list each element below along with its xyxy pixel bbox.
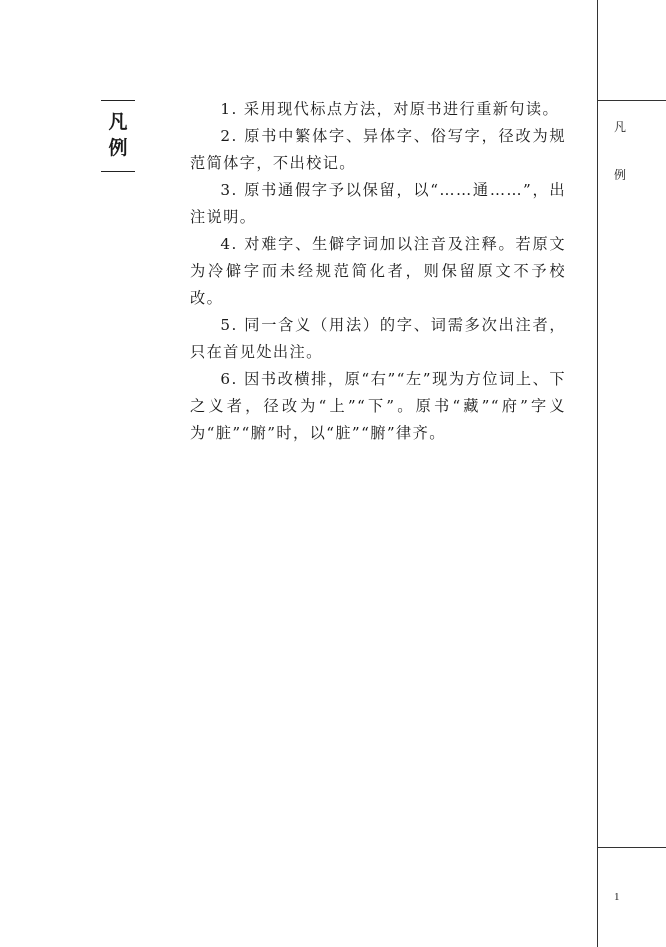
paragraph-4: 4. 对难字、生僻字词加以注音及注释。若原文为冷僻字而未经规范简化者，则保留原文不予校改。	[190, 235, 566, 307]
paragraph-1: 1. 采用现代标点方法，对原书进行重新句读。	[220, 100, 560, 118]
paragraph-2: 2. 原书中繁体字、异体字、俗写字，径改为规范简体字，不出校记。	[190, 127, 566, 172]
margin-bottom-rule	[597, 847, 666, 848]
heading-char-2: 例	[108, 137, 128, 159]
margin-vertical-rule	[597, 0, 598, 947]
page-number: 1	[614, 891, 620, 903]
running-head-char-1: 凡	[613, 120, 626, 134]
paragraph-6: 6. 因书改横排，原“右”“左”现为方位词上、下之义者，径改为“上”“下”。原书“藏”“府”字义为“脏”“腑”时，以“脏”“腑”律齐。	[190, 370, 566, 442]
body-text	[190, 96, 566, 447]
paragraph-3: 3. 原书通假字予以保留，以“……通……”，出注说明。	[190, 181, 566, 226]
margin-top-rule	[597, 100, 666, 101]
heading-char-1: 凡	[108, 111, 128, 133]
running-head-char-2: 例	[613, 168, 626, 182]
paragraph-5: 5. 同一含义（用法）的字、词需多次出注者，只在首见处出注。	[190, 316, 566, 361]
section-heading	[101, 100, 135, 172]
